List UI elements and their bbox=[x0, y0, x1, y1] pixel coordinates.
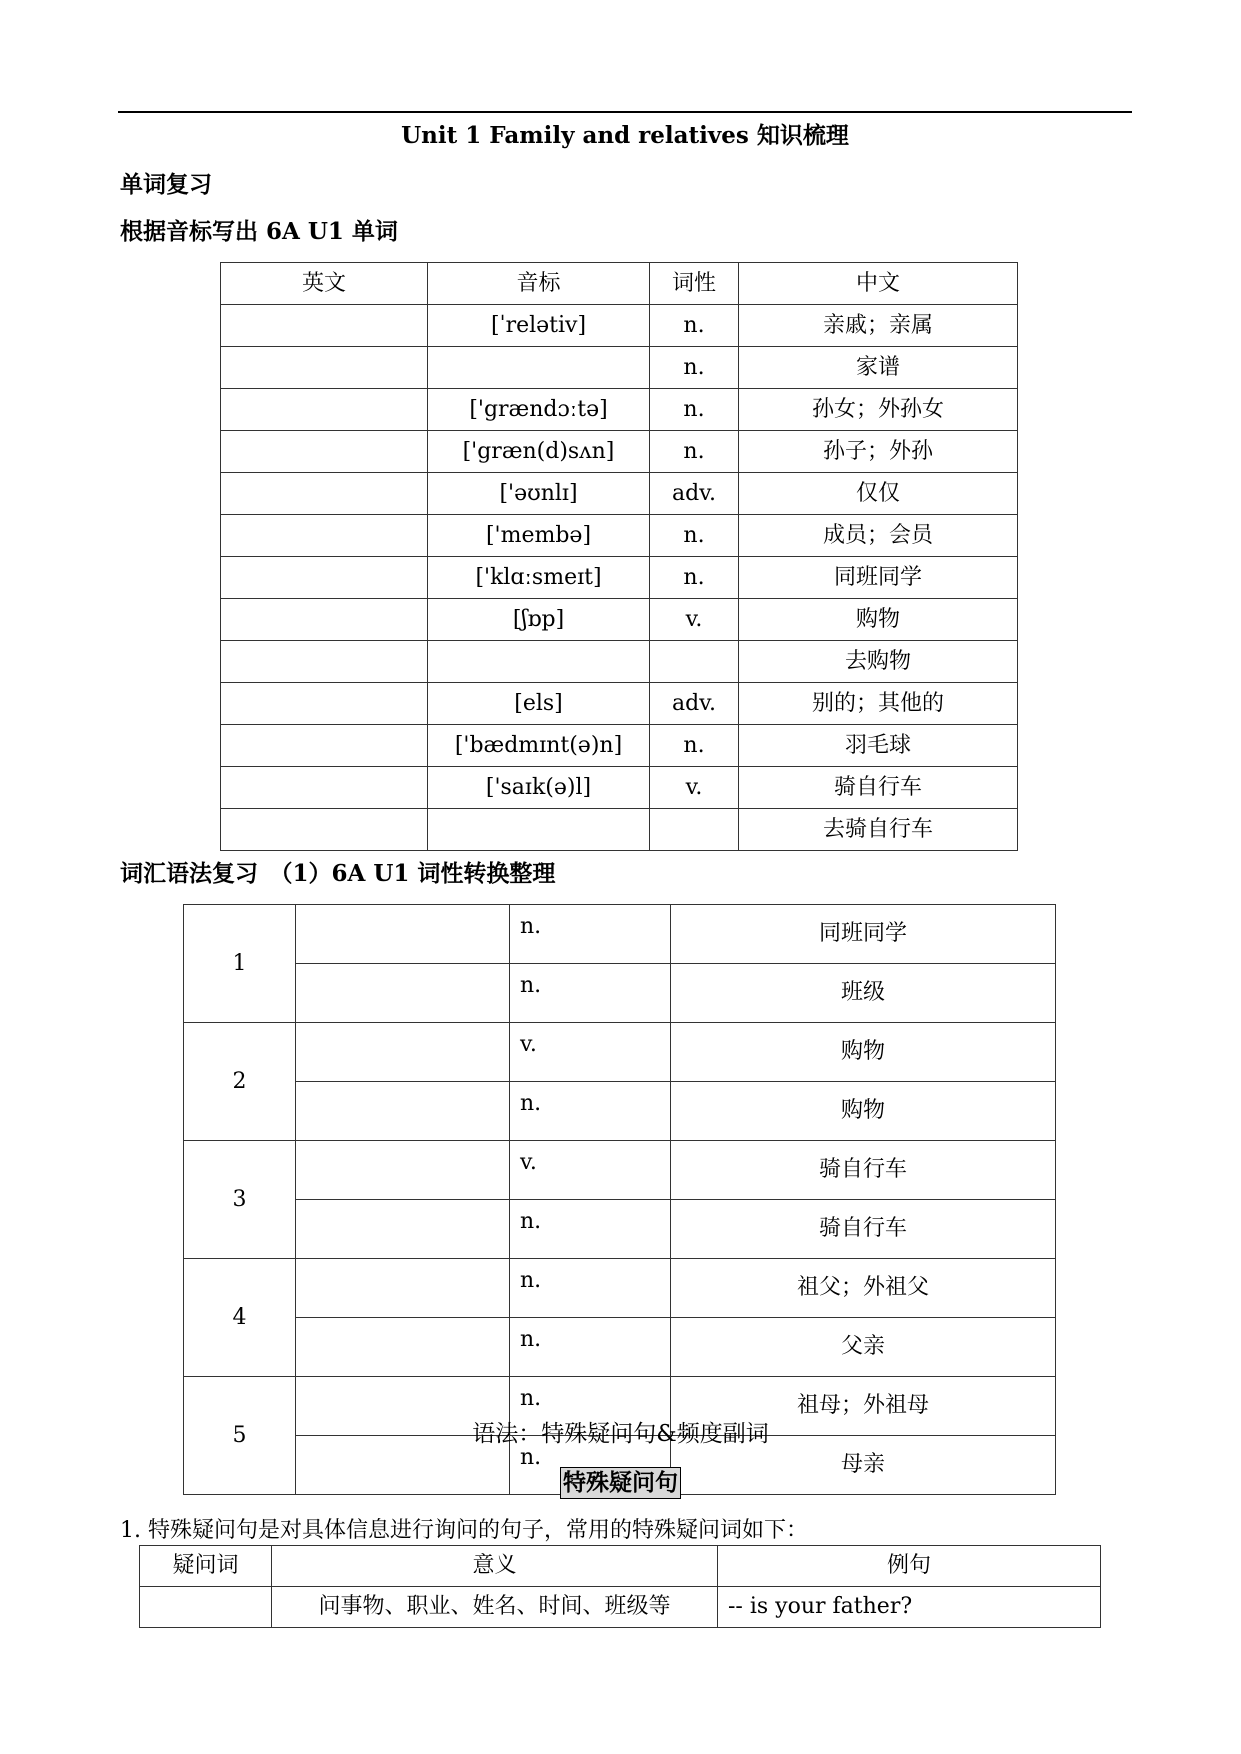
table-row bbox=[140, 1587, 1101, 1628]
chinese-cell: 亲戚；亲属 bbox=[739, 305, 1018, 347]
pos-cell: n. bbox=[510, 964, 671, 1023]
section-vocab-heading: 单词复习 bbox=[120, 171, 212, 198]
pos-cell bbox=[650, 641, 739, 683]
pos-cell: n. bbox=[650, 389, 739, 431]
question-header-row bbox=[140, 1546, 1101, 1587]
pos-cell: n. bbox=[650, 725, 739, 767]
table-row bbox=[184, 1200, 1056, 1259]
english-answer-cell[interactable] bbox=[221, 767, 428, 809]
group-number: 3 bbox=[184, 1141, 296, 1259]
table-row bbox=[221, 767, 1018, 809]
section-grammar-heading: 词汇语法复习 （1）6A U1 词性转换整理 bbox=[120, 860, 556, 887]
pos-cell: n. bbox=[650, 347, 739, 389]
header-chinese: 中文 bbox=[739, 263, 1018, 305]
table-row bbox=[184, 1141, 1056, 1200]
chinese-cell: 孙子；外孙 bbox=[739, 431, 1018, 473]
chinese-cell: 同班同学 bbox=[739, 557, 1018, 599]
table-row bbox=[221, 305, 1018, 347]
vocab-table bbox=[220, 262, 1018, 851]
group-number: 2 bbox=[184, 1023, 296, 1141]
table-row bbox=[221, 683, 1018, 725]
phonetic-cell: ['bædmɪnt(ə)n] bbox=[428, 725, 650, 767]
wh-question-heading: 特殊疑问句 bbox=[560, 1467, 681, 1499]
header-meaning: 意义 bbox=[272, 1546, 718, 1587]
table-row bbox=[184, 905, 1056, 964]
chinese-cell: 去购物 bbox=[739, 641, 1018, 683]
english-answer-cell[interactable] bbox=[221, 599, 428, 641]
pos-cell: n. bbox=[510, 1200, 671, 1259]
phonetic-cell bbox=[428, 347, 650, 389]
phonetic-cell: ['əʊnlɪ] bbox=[428, 473, 650, 515]
chinese-cell: 成员；会员 bbox=[739, 515, 1018, 557]
chinese-cell: 别的；其他的 bbox=[739, 683, 1018, 725]
table-row bbox=[221, 347, 1018, 389]
word-answer-cell[interactable] bbox=[296, 1141, 510, 1200]
table-row bbox=[221, 641, 1018, 683]
phonetic-cell bbox=[428, 641, 650, 683]
phonetic-cell: [els] bbox=[428, 683, 650, 725]
english-answer-cell[interactable] bbox=[221, 473, 428, 515]
table-row bbox=[184, 1259, 1056, 1318]
word-answer-cell[interactable] bbox=[296, 1023, 510, 1082]
chinese-cell: 班级 bbox=[671, 964, 1056, 1023]
chinese-cell: 祖母；外祖母 bbox=[671, 1377, 1056, 1436]
page-title: Unit 1 Family and relatives 知识梳理 bbox=[401, 122, 849, 149]
group-number: 1 bbox=[184, 905, 296, 1023]
pos-cell: v. bbox=[510, 1023, 671, 1082]
pos-cell: n. bbox=[650, 557, 739, 599]
table-row bbox=[221, 431, 1018, 473]
table-row bbox=[221, 809, 1018, 851]
pos-cell: adv. bbox=[650, 683, 739, 725]
pos-cell: adv. bbox=[650, 473, 739, 515]
group-number: 5 bbox=[184, 1377, 296, 1495]
chinese-cell: 同班同学 bbox=[671, 905, 1056, 964]
word-answer-cell[interactable] bbox=[296, 1318, 510, 1377]
chinese-cell: 购物 bbox=[671, 1082, 1056, 1141]
header-question-word: 疑问词 bbox=[140, 1546, 272, 1587]
table-row bbox=[221, 557, 1018, 599]
word-answer-cell[interactable] bbox=[296, 1082, 510, 1141]
pos-cell: n. bbox=[650, 305, 739, 347]
table-row bbox=[221, 515, 1018, 557]
chinese-cell: 骑自行车 bbox=[671, 1200, 1056, 1259]
table-row bbox=[221, 473, 1018, 515]
pos-cell: n. bbox=[510, 1259, 671, 1318]
conversion-table bbox=[183, 904, 1056, 1495]
pos-cell: v. bbox=[650, 599, 739, 641]
pos-cell: n. bbox=[510, 1377, 671, 1436]
pos-cell: n. bbox=[650, 515, 739, 557]
english-answer-cell[interactable] bbox=[221, 305, 428, 347]
pos-cell: n. bbox=[510, 1318, 671, 1377]
table-row bbox=[184, 964, 1056, 1023]
english-answer-cell[interactable] bbox=[221, 809, 428, 851]
table-row bbox=[184, 1318, 1056, 1377]
chinese-cell: 祖父；外祖父 bbox=[671, 1259, 1056, 1318]
word-answer-cell[interactable] bbox=[296, 1200, 510, 1259]
pos-cell: v. bbox=[510, 1141, 671, 1200]
pos-cell: n. bbox=[510, 1082, 671, 1141]
phonetic-cell: ['klɑːsmeɪt] bbox=[428, 557, 650, 599]
pos-cell: v. bbox=[650, 767, 739, 809]
boxed-heading-wrap bbox=[0, 1467, 1241, 1499]
header-example: 例句 bbox=[718, 1546, 1101, 1587]
instruction-phonetics: 根据音标写出 6A U1 单词 bbox=[120, 218, 398, 245]
question-word-answer-cell[interactable] bbox=[140, 1587, 272, 1628]
phonetic-cell: ['saɪk(ə)l] bbox=[428, 767, 650, 809]
header-phonetic: 音标 bbox=[428, 263, 650, 305]
table-row bbox=[221, 599, 1018, 641]
english-answer-cell[interactable] bbox=[221, 725, 428, 767]
header-pos: 词性 bbox=[650, 263, 739, 305]
english-answer-cell[interactable] bbox=[221, 683, 428, 725]
chinese-cell: 母亲 bbox=[671, 1436, 1056, 1495]
grammar-topic-line: 语法：特殊疑问句&频度副词 bbox=[472, 1421, 769, 1447]
phonetic-cell: [ʃɒp] bbox=[428, 599, 650, 641]
table-row bbox=[221, 725, 1018, 767]
chinese-cell: 孙女；外孙女 bbox=[739, 389, 1018, 431]
vocab-header-row bbox=[221, 263, 1018, 305]
question-word-table bbox=[139, 1545, 1101, 1628]
chinese-cell: 羽毛球 bbox=[739, 725, 1018, 767]
chinese-cell: 骑自行车 bbox=[671, 1141, 1056, 1200]
paragraph-wh-questions: 1. 特殊疑问句是对具体信息进行询问的句子，常用的特殊疑问词如下： bbox=[120, 1518, 808, 1543]
chinese-cell: 购物 bbox=[739, 599, 1018, 641]
chinese-cell: 去骑自行车 bbox=[739, 809, 1018, 851]
chinese-cell: 家谱 bbox=[739, 347, 1018, 389]
phonetic-cell bbox=[428, 809, 650, 851]
table-row bbox=[184, 1082, 1056, 1141]
pos-cell: n. bbox=[510, 1436, 671, 1495]
header-english: 英文 bbox=[221, 263, 428, 305]
pos-cell: n. bbox=[650, 431, 739, 473]
pos-cell bbox=[650, 809, 739, 851]
phonetic-cell: ['membə] bbox=[428, 515, 650, 557]
table-row bbox=[221, 389, 1018, 431]
example-cell: -- is your father? bbox=[718, 1587, 1101, 1628]
table-row bbox=[184, 1023, 1056, 1082]
word-answer-cell[interactable] bbox=[296, 1259, 510, 1318]
english-answer-cell[interactable] bbox=[221, 431, 428, 473]
phonetic-cell: ['grændɔːtə] bbox=[428, 389, 650, 431]
word-answer-cell[interactable] bbox=[296, 964, 510, 1023]
top-rule bbox=[118, 111, 1132, 113]
phonetic-cell: [ˈreləti̇v] bbox=[428, 305, 650, 347]
english-answer-cell[interactable] bbox=[221, 515, 428, 557]
chinese-cell: 购物 bbox=[671, 1023, 1056, 1082]
chinese-cell: 骑自行车 bbox=[739, 767, 1018, 809]
chinese-cell: 父亲 bbox=[671, 1318, 1056, 1377]
word-answer-cell[interactable] bbox=[296, 905, 510, 964]
english-answer-cell[interactable] bbox=[221, 641, 428, 683]
english-answer-cell[interactable] bbox=[221, 347, 428, 389]
group-number: 4 bbox=[184, 1259, 296, 1377]
english-answer-cell[interactable] bbox=[221, 557, 428, 599]
pos-cell: n. bbox=[510, 905, 671, 964]
phonetic-cell: ['græn(d)sʌn] bbox=[428, 431, 650, 473]
meaning-cell: 问事物、职业、姓名、时间、班级等 bbox=[272, 1587, 718, 1628]
english-answer-cell[interactable] bbox=[221, 389, 428, 431]
chinese-cell: 仅仅 bbox=[739, 473, 1018, 515]
